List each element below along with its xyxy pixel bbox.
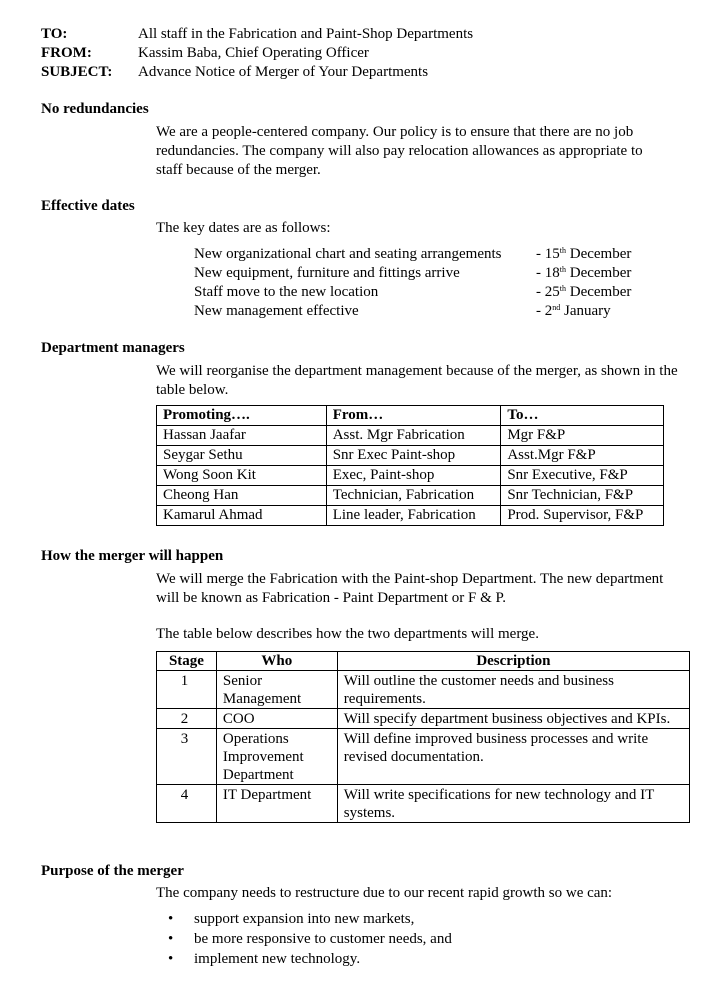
from-value: Kassim Baba, Chief Operating Officer <box>138 45 369 61</box>
table-cell: Mgr F&P <box>501 426 664 446</box>
key-date-event: New organizational chart and seating arrangements <box>194 246 502 262</box>
stage-owner: Senior Management <box>216 671 337 709</box>
no-redundancies-text: We are a people-centered company. Our policy is to ensure that there are no job redundancies. The company will also pay relocation allowances as appropriate to staff because of the merger. <box>156 124 643 178</box>
merger-stages-table <box>156 651 690 823</box>
column-header: Who <box>216 652 337 671</box>
bullet-icon: • <box>168 911 174 927</box>
table-cell: Seygar Sethu <box>157 446 327 466</box>
effective-dates-heading: Effective dates <box>41 198 135 214</box>
date-month: December <box>569 246 632 262</box>
key-date-event: New equipment, furniture and fittings arrive <box>194 265 460 281</box>
stage-description: Will write specifications for new technology and IT systems. <box>337 785 689 823</box>
table-cell: Snr Exec Paint-shop <box>326 446 501 466</box>
column-header: Promoting…. <box>157 406 327 426</box>
stage-description: Will specify department business objectives and KPIs. <box>337 709 689 729</box>
stage-description: Will define improved business processes and write revised documentation. <box>337 729 689 785</box>
key-date-value <box>536 246 631 263</box>
key-date-event: Staff move to the new location <box>194 284 379 300</box>
to-value: All staff in the Fabrication and Paint-Shop Departments <box>138 26 474 42</box>
table-row <box>157 446 664 466</box>
column-header: Stage <box>157 652 217 671</box>
subject-label: SUBJECT: <box>41 64 113 80</box>
table-row <box>157 426 664 446</box>
list-item <box>168 950 360 969</box>
table-row <box>157 785 690 823</box>
table-row <box>157 671 690 709</box>
stage-number: 3 <box>157 729 217 785</box>
table-header-row <box>157 652 690 671</box>
date-dash: - <box>536 303 545 319</box>
key-date-value <box>536 265 631 282</box>
purpose-intro: The company needs to restructure due to our recent rapid growth so we can: <box>156 885 613 901</box>
table-row <box>157 466 664 486</box>
column-header: From… <box>326 406 501 426</box>
date-month: January <box>564 303 611 319</box>
date-suffix: th <box>559 246 566 255</box>
table-row <box>157 729 690 785</box>
key-date-value <box>536 303 611 320</box>
table-row <box>157 506 664 526</box>
table-cell: Exec, Paint-shop <box>326 466 501 486</box>
list-item-text: implement new technology. <box>194 951 361 967</box>
no-redundancies-heading: No redundancies <box>41 101 149 117</box>
purpose-heading: Purpose of the merger <box>41 863 184 879</box>
to-label: TO: <box>41 26 68 42</box>
stage-owner: COO <box>216 709 337 729</box>
date-day: 25 <box>544 284 560 300</box>
date-day: 15 <box>544 246 560 262</box>
table-cell: Technician, Fabrication <box>326 486 501 506</box>
merger-process-text: We will merge the Fabrication with the Paint-shop Department. The new department will be known as Fabrication - Paint Department or F & P. <box>156 571 664 606</box>
bullet-icon: • <box>168 931 174 947</box>
date-month: December <box>569 265 632 281</box>
table-cell: Hassan Jaafar <box>157 426 327 446</box>
key-date-value <box>536 284 631 301</box>
date-dash: - <box>536 284 545 300</box>
date-suffix: th <box>559 284 566 293</box>
list-item-text: support expansion into new markets, <box>194 911 415 927</box>
table-cell: Snr Executive, F&P <box>501 466 664 486</box>
bullet-icon: • <box>168 951 174 967</box>
manager-promotions-table <box>156 405 664 526</box>
table-header-row <box>157 406 664 426</box>
stage-owner: Operations Improvement Department <box>216 729 337 785</box>
department-managers-heading: Department managers <box>41 340 185 356</box>
date-month: December <box>569 284 632 300</box>
table-cell: Wong Soon Kit <box>157 466 327 486</box>
date-suffix: th <box>559 265 566 274</box>
column-header: Description <box>337 652 689 671</box>
date-dash: - <box>536 265 545 281</box>
effective-dates-intro: The key dates are as follows: <box>156 220 331 236</box>
table-row <box>157 486 664 506</box>
date-dash: - <box>536 246 545 262</box>
from-label: FROM: <box>41 45 92 61</box>
table-cell: Prod. Supervisor, F&P <box>501 506 664 526</box>
date-day: 2 <box>544 303 553 319</box>
stage-owner: IT Department <box>216 785 337 823</box>
table-cell: Asst.Mgr F&P <box>501 446 664 466</box>
list-item-text: be more responsive to customer needs, and <box>194 931 452 947</box>
date-suffix: nd <box>552 303 561 312</box>
department-managers-text: We will reorganise the department management because of the merger, as shown in the table below. <box>156 363 678 398</box>
merger-process-heading: How the merger will happen <box>41 548 224 564</box>
table-cell: Cheong Han <box>157 486 327 506</box>
table-cell: Asst. Mgr Fabrication <box>326 426 501 446</box>
merger-table-intro: The table below describes how the two departments will merge. <box>156 626 539 642</box>
stage-number: 2 <box>157 709 217 729</box>
table-cell: Snr Technician, F&P <box>501 486 664 506</box>
column-header: To… <box>501 406 664 426</box>
date-day: 18 <box>544 265 560 281</box>
table-cell: Kamarul Ahmad <box>157 506 327 526</box>
list-item <box>168 930 452 949</box>
table-cell: Line leader, Fabrication <box>326 506 501 526</box>
stage-number: 1 <box>157 671 217 709</box>
list-item <box>168 910 414 929</box>
stage-number: 4 <box>157 785 217 823</box>
table-row <box>157 709 690 729</box>
key-date-event: New management effective <box>194 303 359 319</box>
stage-description: Will outline the customer needs and business requirements. <box>337 671 689 709</box>
subject-value: Advance Notice of Merger of Your Departments <box>138 64 429 80</box>
